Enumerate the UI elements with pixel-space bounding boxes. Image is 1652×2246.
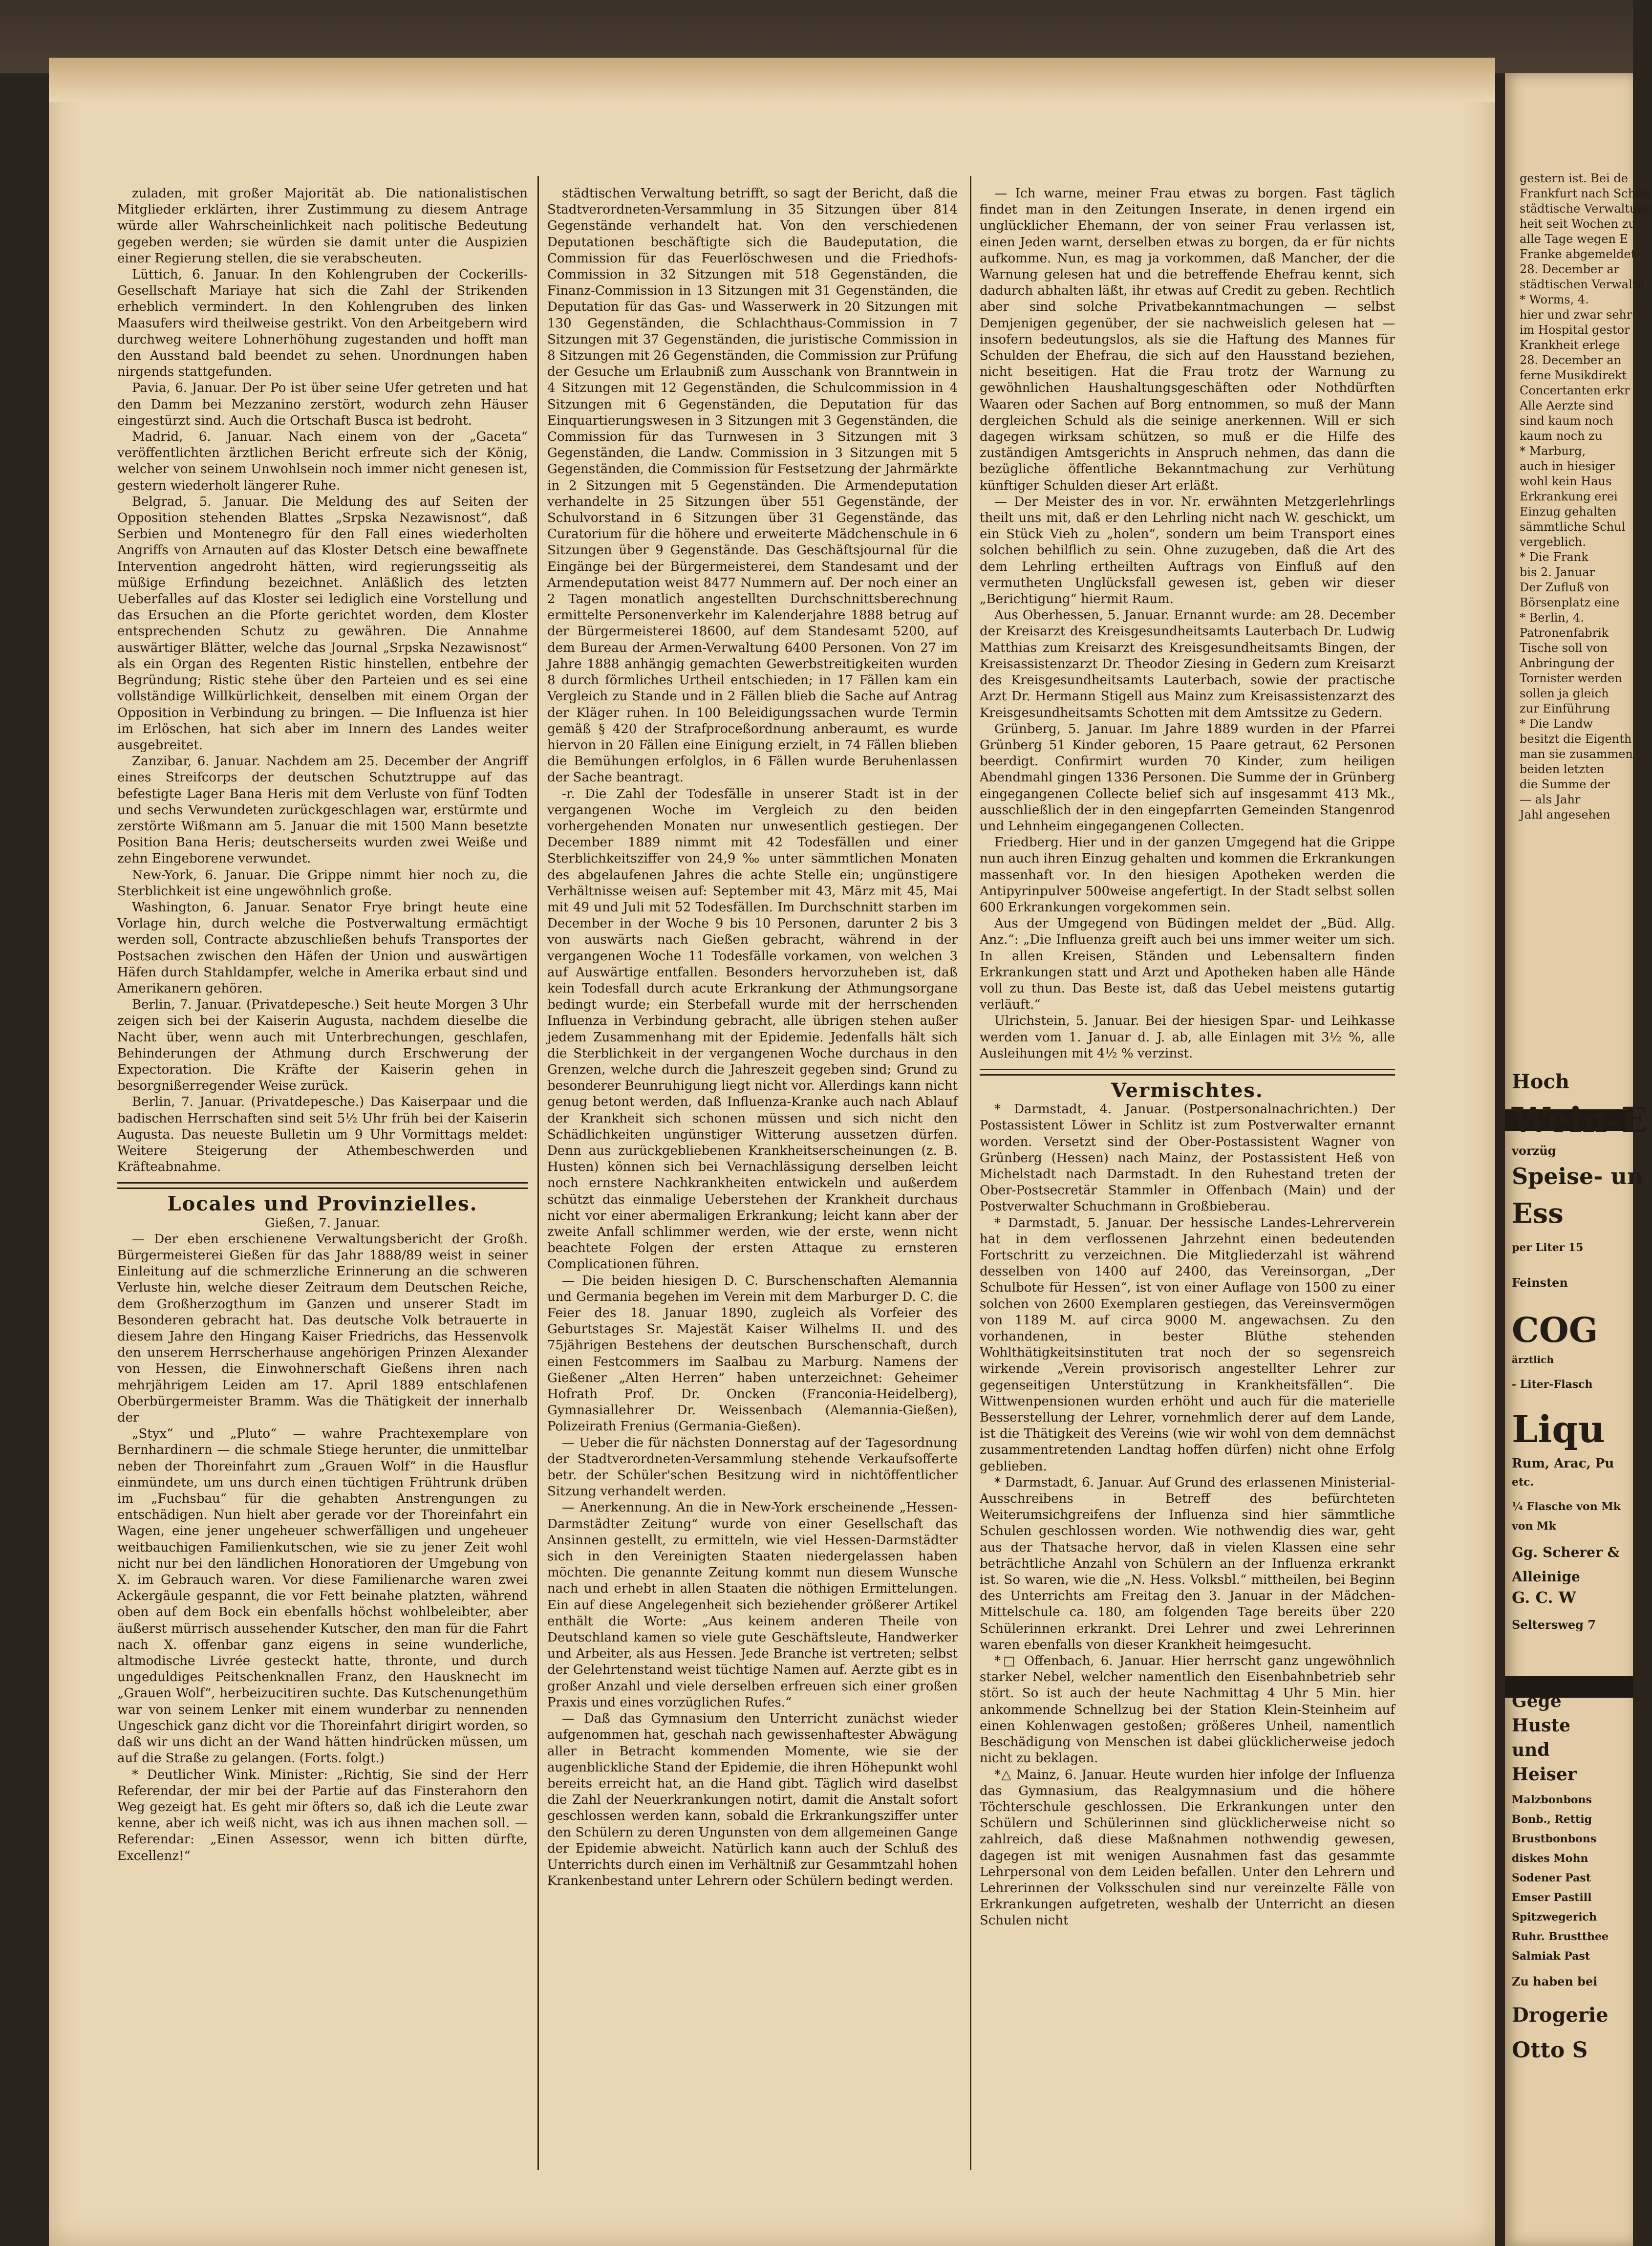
fragment-line: gestern ist. Bei de bbox=[1520, 172, 1628, 185]
fragment-line: sollen ja gleich bbox=[1520, 687, 1609, 700]
ad-line: ärztlich bbox=[1512, 1354, 1554, 1365]
article-paragraph: * Darmstadt, 6. Januar. Auf Grund des erlassenen Ministerial-Ausschreibens in Betreff des befürchteten Weiterumsichgreifens der Influenza sind hier sämmtliche Schulen geschlossen worden. Wie nothwendig dies war, geht aus der Thatsache hervor, daß in vielen Klassen eine sehr beträchtliche Anzahl von Schülern an der Influenza erkrankt ist. So waren, wie die „N. Hess. Volksbl.“ mittheilen, bei Beginn des Unterrichts am Freitag den 3. Januar in der Mädchen-Mittelschule ca. 180, am folgenden Tage bereits über 220 Schülerinnen erkrankt. Drei Lehrer und zwei Lehrerinnen waren ebenfalls von dieser Krankheit heimgesucht. bbox=[980, 1475, 1395, 1652]
fragment-line: besitzt die Eigenth bbox=[1520, 732, 1632, 746]
fragment-line: Börsenplatz eine bbox=[1520, 596, 1620, 609]
fragment-line: beiden letzten bbox=[1520, 762, 1605, 776]
fragment-line: Tische soll von bbox=[1520, 641, 1608, 655]
ad-line: und bbox=[1512, 1740, 1550, 1760]
article-paragraph: — Der eben erschienene Verwaltungsbericht der Großh. Bürgermeisterei Gießen für das Jahr 1888/89 weist in seiner Einleitung auf die schmerzliche Erinnerung an die schweren Verluste hin, welche dieser Zeitraum dem Deutschen Reiche, dem Großherzogthum im Ganzen und unserer Stadt im Besonderen gebracht hat. Das deutsche Volk betrauerte in diesem Jahre den Hingang Kaiser Friedrichs, das Hessenvolk den unserem Herrscherhause angehörigen Prinzen Alexander von Hessen, die Einwohnerschaft Gießens ihren nach mehrjährigem Leiden am 17. April 1889 entschlafenen Oberbürgermeister Bramm. Was die Thätigkeit der innerhalb der bbox=[117, 1231, 528, 1425]
section-divider bbox=[117, 1182, 528, 1189]
article-paragraph: — Daß das Gymnasium den Unterricht zunächst wieder aufgenommen hat, geschah nach gewissenhaftester Abwägung aller in Betracht kommenden Momente, wie sie der augenblickliche Stand der Epidemie, die ihren Höhepunkt wohl bereits erreicht hat, an die Hand gibt. Täglich wird daselbst die Zahl der Neuerkrankungen notirt, damit die Anstalt sofort geschlossen werden kann, sobald die Erkrankungsziffer unter den Schülern zu deren Ungunsten von dem allgemeinen Gange der Epidemie abweicht. Natürlich kann auch der Schluß des Unterrichts durch einen im Verhältniß zur Gesammtzahl hohen Krankenbestand unter Lehrern oder Schülern bedingt werden. bbox=[547, 1711, 958, 1889]
column-3 bbox=[980, 186, 1395, 2165]
fragment-line: kaum noch zu bbox=[1520, 429, 1603, 443]
fragment-line: heit seit Wochen zu bbox=[1520, 217, 1636, 231]
fragment-line: die Summe der bbox=[1520, 777, 1610, 791]
fragment-line: Erkrankung erei bbox=[1520, 490, 1618, 503]
fragment-line: Anbringung der bbox=[1520, 656, 1614, 670]
article-paragraph: Zanzibar, 6. Januar. Nachdem am 25. December der Angriff eines Streifcorps der deutschen Schutztruppe auf das befestigte Lager Bana Heris mit dem Verluste von fünf Todten und sechs Verwundeten zurückgeschlagen war, erstürmte und zerstörte Wißmann am 5. Januar die mit 1500 Mann besetzte Position Bana Heris; deutscherseits wurden zwei Weiße und zehn Eingeborene verwundet. bbox=[117, 754, 528, 866]
article-paragraph: Friedberg. Hier und in der ganzen Umgegend hat die Grippe nun auch ihren Einzug gehalten und kommen die Erkrankungen massenhaft vor. In den hiesigen Apotheken werden die Antipyrinpulver 500weise angefertigt. In der Stadt selbst sollen 600 Erkrankungen vorgekommen sein. bbox=[980, 835, 1395, 915]
ad-line: Spitzwegerich bbox=[1512, 1911, 1597, 1923]
ad-line: Heiser bbox=[1512, 1764, 1577, 1785]
ad-line: per Liter 15 bbox=[1512, 1241, 1584, 1254]
fragment-line: — als Jahr bbox=[1520, 793, 1581, 806]
section-title-misc: Vermischtes. bbox=[1111, 1079, 1264, 1102]
fragment-line: hier und zwar sehr bbox=[1520, 308, 1632, 322]
ad-line: Liqu bbox=[1512, 1407, 1605, 1451]
ad-line: Salmiak Past bbox=[1512, 1950, 1590, 1963]
fragment-line: städtische Verwaltung bbox=[1520, 202, 1652, 216]
article-paragraph: * Darmstadt, 5. Januar. Der hessische Landes-Lehrerverein hat in dem verflossenen Jahrzehnt einen bedeutenden Fortschritt zu verzeichnen. Die Mitgliederzahl ist während desselben von 1400 auf 2400, das Vereinsorgan, „Der Schulbote für Hessen“, ist von einer Auflage von 1500 zu einer solchen von 2600 Exemplaren gestiegen, das Vereinsvermögen von 1189 M. auf circa 9000 M. angewachsen. Zu den vorhandenen, in bester Blüthe stehenden Wohlthätigkeitsinstituten trat noch der so segensreich wirkende „Verein provisorisch angestellter Lehrer zur gegenseitigen Unterstützung in Krankheitsfällen“. Die Wittwenpensionen wurden erhöht und auch für die materielle Besserstellung der Lehrer, vornehmlich derer auf dem Lande, ist die Thätigkeit des Vereins (wie wir wohl von dem demnächst zusammentretenden Landtag hoffen dürfen) nicht ohne Erfolg geblieben. bbox=[980, 1215, 1395, 1474]
fragment-line: Franke abgemeldet bbox=[1520, 247, 1636, 261]
article-paragraph: — Anerkennung. An die in New-York erscheinende „Hessen-Darmstädter Zeitung“ wurde von einer Gesellschaft das Ansinnen gestellt, zu ermitteln, wie viel Hessen-Darmstädter sich in den Vereinigten Staaten niedergelassen haben möchten. Die genannte Zeitung kommt nun diesem Wunsche nach und erhebt in allen Staaten die nöthigen Ermittelungen. Ein auf diese Angelegenheit sich beziehender größerer Artikel enthält die Worte: „Aus keinem anderen Theile von Deutschland kamen so viele gute Geschäftsleute, Handwerker und Arbeiter, als aus Hessen. Jede Branche ist vertreten; selbst der Gelehrtenstand weist tüchtige Namen auf. Aerzte gibt es in großer Anzahl und viele derselben erfreuen sich einer großen Praxis und eines vorzüglichen Rufes.“ bbox=[547, 1500, 958, 1710]
ad-line: Feinsten bbox=[1512, 1275, 1568, 1290]
column-2 bbox=[547, 186, 958, 2165]
article-paragraph: — Die beiden hiesigen D. C. Burschenschaften Alemannia und Germania begehen im Verein mit dem Marburger D. C. die Feier des 18. Januar 1890, zugleich als Vorfeier des Geburtstages Sr. Majestät Kaiser Wilhelms II. und des 75jährigen Bestehens der deutschen Burschenschaft, durch einen Festcommers im Saalbau zu Marburg. Namens der Gießener „Alten Herren“ haben unterzeichnet: Geheimer Hofrath Prof. Dr. Oncken (Franconia-Heidelberg), Gymnasiallehrer Dr. Weissenbach (Alemannia-Gießen), Polizeirath Frenius (Germania-Gießen). bbox=[547, 1273, 958, 1434]
article-paragraph: „Styx“ und „Pluto“ — wahre Prachtexemplare von Bernhardinern — die schmale Stiege herunter, die unmittelbar neben der Thoreinfahrt zum „Grauen Wolf“ in die Hausflur einmündete, um uns durch einen tüchtigen Frühtrunk drüben im „Fuchsbau“ für die gehabten Anstrengungen zu entschädigen. Nun hielt aber gerade vor der Thoreinfahrt ein Wagen, eine jener ungeheuer schwerfälligen und ungeheuer weitbauchigen Familienkutschen, wie sie zu jener Zeit wohl nicht nur bei den ländlichen Honoratioren der Umgebung von X. im Gebrauch waren. Vor diese Familienarche waren zwei Ackergäule gespannt, die vor Fett beinahe platzten, während oben auf dem Bock ein ebenfalls höchst wohlbeleibter, aber äußerst mürrisch aussehender Kutscher, den man für die Fahrt nach X. offenbar ganz eigens in seine wunderliche, altmodische Livrée gesteckt hatte, thronte, und durch ungeduldiges Peitschenknallen Franz, den Hausknecht im „Grauen Wolf“, herbeizucitiren suchte. Das Kutschenungethüm war von seinem Lenker mit einem wunderbar zu nennenden Ungeschick ganz dicht vor die Thoreinfahrt dirigirt worden, so daß wir uns dicht an der Wand hätten hindrücken müssen, um auf die Straße zu gelangen. (Forts. folgt.) bbox=[117, 1426, 528, 1766]
ad-line: Gg. Scherer & bbox=[1512, 1544, 1620, 1560]
ad-line: Hoch bbox=[1512, 1070, 1569, 1093]
ad-line: ¼ Flasche von Mk bbox=[1512, 1500, 1621, 1513]
fragment-line: Der Zufluß von bbox=[1520, 581, 1609, 594]
article-paragraph: — Der Meister des in vor. Nr. erwähnten Metzgerlehrlings theilt uns mit, daß er den Lehrling nicht nach W. geschickt, um ein Stück Vieh zu „holen“, sondern um beim Transport eines solchen behilflich zu sein. Ohne zuzugeben, daß die Art des dem Lehrling ertheilten Auftrags von Einfluß auf den vermutheten Unglücksfall gewesen ist, geben wir dieser „Berichtigung“ hiermit Raum. bbox=[980, 494, 1395, 607]
ad-line: Speise- un bbox=[1512, 1163, 1644, 1189]
fragment-line: Concertanten erkr bbox=[1520, 384, 1630, 397]
column-rule bbox=[537, 176, 539, 2170]
fragment-line: Tornister werden bbox=[1520, 671, 1622, 685]
fragment-line: 28. December an bbox=[1520, 353, 1622, 367]
ad-line: Seltersweg 7 bbox=[1512, 1618, 1596, 1632]
ad-line: Wein-E bbox=[1512, 1100, 1648, 1140]
fragment-line: Frankfurt nach Schön bbox=[1520, 187, 1651, 200]
article-paragraph: Pavia, 6. Januar. Der Po ist über seine Ufer getreten und hat den Damm bei Mezzanino zerstört, wodurch zehn Häuser eingestürzt sind. Auch die Ortschaft Busca ist bedroht. bbox=[117, 381, 528, 428]
fragment-line: im Hospital gestor bbox=[1520, 323, 1630, 337]
article-paragraph: — Ich warne, meiner Frau etwas zu borgen. Fast täglich findet man in den Zeitungen Inserate, in denen irgend ein unglücklicher Ehemann, der von seiner Frau verlassen ist, einen Jeden warnt, derselben etwas zu borgen, da er für nichts aufkomme. Nun, es mag ja vorkommen, daß Mancher, der die Warnung gelesen hat und die betreffende Ehefrau kennt, sich dadurch abhalten läßt, ihr etwas auf Credit zu geben. Rechtlich aber sind solche Privatbekanntmachungen — selbst Demjenigen gegenüber, der sie nachweislich gelesen hat — insofern bedeutungslos, als sie die Haftung des Mannes für Schulden der Ehefrau, die sich auf den Hausstand beziehen, nicht beseitigen. Hat die Frau trotz der Warnung zu gewöhnlichen Haushaltungsgeschäften oder Nothdürften Waaren oder Sachen auf Borg entnommen, so muß der Mann dergleichen Schuld als die seinige anerkennen. Will er sich dagegen wirksam schützen, so muß er die Hilfe des zuständigen Amtsgerichts in Anspruch nehmen, das dann die bezügliche öffentliche Bekanntmachung zur Verhütung künftiger Schulden dieser Art erläßt. bbox=[980, 186, 1395, 493]
ad-line: Rum, Arac, Pu bbox=[1512, 1456, 1614, 1471]
fragment-line: * Die Landw bbox=[1520, 717, 1593, 731]
column-1 bbox=[117, 186, 528, 2165]
ad-line: Ruhr. Brustthee bbox=[1512, 1930, 1609, 1943]
article-paragraph: — Ueber die für nächsten Donnerstag auf der Tagesordnung der Stadtverordneten-Versammlung stehende Verkaufsofferte betr. der Schüler'schen Besitzung wird in nichtöffentlicher Sitzung verhandelt werden. bbox=[547, 1435, 958, 1499]
ad-line: Gege bbox=[1512, 1691, 1562, 1711]
ad-line: Huste bbox=[1512, 1715, 1570, 1736]
article-paragraph: Berlin, 7. Januar. (Privatdepesche.) Das Kaiserpaar und die badischen Herrschaften sind seit 5½ Uhr früh bei der Kaiserin Augusta. Das neueste Bulletin um 9 Uhr Vormittags meldet: Weitere Steigerung der Athembeschwerden und Kräfteabnahme. bbox=[117, 1095, 528, 1175]
article-paragraph: zuladen, mit großer Majorität ab. Die nationalistischen Mitglieder erklärten, ihrer Zustimmung zu diesem Antrage würde aller Wahrscheinlichkeit nach politische Bedeutung gegeben werden; sie würden sie damit unter die Auspizien einer Regierung stellen, die sie verabscheuten. bbox=[117, 186, 528, 266]
fragment-line: städtischen Verwaltu bbox=[1520, 278, 1645, 291]
article-paragraph: Lüttich, 6. Januar. In den Kohlengruben der Cockerills-Gesellschaft Mariaye hat sich die Zahl der Strikenden erheblich vermindert. In den Kohlengruben des linken Maasufers wird theilweise gestrikt. Von den Arbeitgebern wird durchweg weitere Lohnerhöhung zugestanden und hofft man den Ausstand bald beendet zu sehen. Unordnungen haben nirgends stattgefunden. bbox=[117, 267, 528, 380]
ad-line: Alleinige bbox=[1512, 1569, 1580, 1585]
fragment-line: * Berlin, 4. bbox=[1520, 611, 1584, 625]
article-paragraph: Washington, 6. Januar. Senator Frye bringt heute eine Vorlage hin, durch welche die Postverwaltung ermächtigt werden soll, Contracte abzuschließen behufs Transportes der Postsachen zwischen den Häfen der Union und auswärtigen Häfen durch Stahldampfer, welche in Amerika erbaut sind und Amerikanern gehören. bbox=[117, 900, 528, 996]
article-paragraph: Aus Oberhessen, 5. Januar. Ernannt wurde: am 28. December der Kreisarzt des Kreisgesundheitsamts Lauterbach Dr. Ludwig Matthias zum Kreisarzt des Kreisgesundheitsamts Bingen, der Kreisassistenzarzt Dr. Theodor Ziesing in Gedern zum Kreisarzt des Kreisgesundheitsamts Lauterbach, sowie der practische Arzt Dr. Hermann Stigell aus Mainz zum Kreisassistenzarzt des Kreisgesundheitsamts Schotten mit dem Amtssitze zu Gedern. bbox=[980, 608, 1395, 720]
fragment-line: bis 2. Januar bbox=[1520, 565, 1595, 579]
ad-line: von Mk bbox=[1512, 1520, 1556, 1533]
adjacent-page-fragment bbox=[1505, 73, 1652, 2246]
fragment-text bbox=[1520, 171, 1652, 822]
article-paragraph: Madrid, 6. Januar. Nach einem von der „Gaceta“ veröffentlichten ärztlichen Bericht erfreute sich der König, welcher von seinem Unwohlsein noch immer nicht genesen ist, gestern wiederholt längerer Ruhe. bbox=[117, 430, 528, 493]
ad-line: Brustbonbons bbox=[1512, 1833, 1597, 1845]
fragment-line: sämmtliche Schul bbox=[1520, 520, 1626, 534]
article-paragraph: Ulrichstein, 5. Januar. Bei der hiesigen Spar- und Leihkasse werden vom 1. Januar d. J. ab, alle Einlagen mit 3½ %, alle Ausleihungen mit 4½ % verzinst. bbox=[980, 1014, 1395, 1061]
ad-line: Emser Pastill bbox=[1512, 1891, 1592, 1904]
ad-line: Sodener Past bbox=[1512, 1872, 1591, 1884]
ad-line: Bonb., Rettig bbox=[1512, 1813, 1592, 1826]
ad-line: Zu haben bei bbox=[1512, 1974, 1598, 1988]
article-paragraph: New-York, 6. Januar. Die Grippe nimmt hier noch zu, die Sterblichkeit ist eine ungewöhnlich große. bbox=[117, 867, 528, 899]
fragment-line: alle Tage wegen E bbox=[1520, 232, 1629, 246]
fragment-line: Einzug gehalten bbox=[1520, 505, 1617, 518]
article-paragraph: Aus der Umgegend von Büdingen meldet der „Büd. Allg. Anz.“: „Die Influenza greift auch bei uns immer weiter um sich. In allen Kreisen, Ständen und Lebensaltern finden Erkrankungen statt und Arzt und Apotheken haben alle Hände voll zu thun. Das Beste ist, daß das Uebel meistens gutartig verläuft.“ bbox=[980, 916, 1395, 1013]
article-paragraph: *△ Mainz, 6. Januar. Heute wurden hier infolge der Influenza das Gymnasium, das Realgymnasium und die höhere Töchterschule geschlossen. Die Erkrankungen unter den Schülern und Schülerinnen sind glücklicherweise nicht so zahlreich, daß diese Maßnahmen nothwendig gewesen, dagegen ist mit wenigen Ausnahmen fast das gesammte Lehrpersonal von dem Leiden befallen. Unter den Lehrern und Lehrerinnen der Volksschulen sind nur vereinzelte Fälle von Erkrankungen aufgetreten, weshalb der Unterricht an diesen Schulen nicht bbox=[980, 1767, 1395, 1928]
article-paragraph: Berlin, 7. Januar. (Privatdepesche.) Seit heute Morgen 3 Uhr zeigen sich bei der Kaiserin Augusta, nachdem dieselbe die Nacht über, wenn auch mit Unterbrechungen, geschlafen, Behinderungen der Athmung durch Erschwerung der Expectoration. Die Kräfte der Kaiserin gehen in besorgnißerregender Weise zurück. bbox=[117, 997, 528, 1094]
ad-line: Ess bbox=[1512, 1197, 1564, 1230]
fragment-line: man sie zusammen bbox=[1520, 747, 1633, 761]
fragment-line: ferne Musikdirekt bbox=[1520, 368, 1627, 382]
fragment-line: * Marburg, bbox=[1520, 444, 1586, 458]
fragment-line: auch in hiesiger bbox=[1520, 459, 1615, 473]
fragment-line: Krankheit erlege bbox=[1520, 338, 1620, 352]
fragment-line: * Die Frank bbox=[1520, 550, 1588, 564]
article-paragraph: -r. Die Zahl der Todesfälle in unserer Stadt ist in der vergangenen Woche im Vergleich zu den beiden vorhergehenden Monaten nur unwesentlich gestiegen. Der December 1889 nimmt mit 42 Todesfällen und einer Sterblichkeitsziffer von 24,9 ‰ unter sämmtlichen Monaten des abgelaufenen Jahres die achte Stelle ein; ungünstigere Verhältnisse weisen auf: September mit 43, März mit 45, Mai mit 49 und Juli mit 52 Todesfällen. Im Durchschnitt starben im December in der Woche 9 bis 10 Personen, darunter 2 bis 3 von auswärts nach Gießen gebracht, während in der vergangenen Woche 11 Todesfälle vorkamen, von welchen 3 auf Auswärtige entfallen. Besonders hervorzuheben ist, daß kein Todesfall durch acute Erkrankung der Athmungsorgane bedingt wurde; ein Sterbefall wurde mit der herrschenden Influenza in Verbindung gebracht, alle übrigen stehen außer jedem Zusammenhang mit der Epidemie. Jedenfalls hält sich die Sterblichkeit in der vergangenen Woche durchaus in den Grenzen, welche durch die Jahreszeit gegeben sind; Grund zu besonderer Beunruhigung liegt nicht vor. Allerdings kann nicht genug betont werden, daß Influenza-Kranke auch nach Ablauf der Krankheit sich schonen müssen und sich nicht den Schädlichkeiten ungünstiger Witterung aussetzen dürfen. Denn aus zurückgebliebenen Krankheitserscheinungen (z. B. Husten) können sich bei Vernachlässigung derselben leicht noch ernstere Nachkrankheiten entwickeln und außerdem schützt das einmalige Ueberstehen der Krankheit durchaus nicht vor einer abermaligen Erkrankung; leicht kann aber der zweite Anfall schlimmer werden, wie der erste, wenn nicht beachtete Folgen der ersten Attaque zu ernsteren Complicationen führen. bbox=[547, 786, 958, 1272]
ad-line: Drogerie bbox=[1512, 2004, 1609, 2027]
fragment-line: Jahl angesehen bbox=[1520, 808, 1610, 821]
ad-line: diskes Mohn bbox=[1512, 1852, 1588, 1865]
ad-line: COG bbox=[1512, 1310, 1598, 1350]
fragment-line: * Worms, 4. bbox=[1520, 293, 1589, 306]
ad-line: G. C. W bbox=[1512, 1588, 1576, 1607]
fragment-line: wohl kein Haus bbox=[1520, 475, 1612, 488]
column-rule bbox=[970, 176, 971, 2170]
dateline: Gießen, 7. Januar. bbox=[264, 1215, 381, 1231]
fragment-line: zur Einführung bbox=[1520, 702, 1610, 715]
ad-line: etc. bbox=[1512, 1476, 1534, 1489]
fragment-line: 28. December ar bbox=[1520, 262, 1620, 276]
article-paragraph: städtischen Verwaltung betrifft, so sagt der Bericht, daß die Stadtverordneten-Versammlung in 35 Sitzungen über 814 Gegenstände verhandelt hat. Von den verschiedenen Deputationen beschäftigte sich die Baudeputation, die Commission für das Feuerlöschwesen und die Friedhofs-Commission in 32 Sitzungen mit 518 Gegenständen, die Finanz-Commission in 13 Sitzungen mit 31 Gegenständen, die Deputation für das Gas- und Wasserwerk in 20 Sitzungen mit 130 Gegenständen, die Schlachthaus-Commission in 7 Sitzungen mit 37 Gegenständen, die juristische Commission in 8 Sitzungen mit 26 Gegenständen, die Commission zur Prüfung der Gesuche um Erlaubniß zum Ausschank von Branntwein in 4 Sitzungen mit 12 Gegenständen, die Schulcommission in 4 Sitzungen mit 6 Gegenständen, die Deputation für das Einquartierungswesen in 3 Sitzungen mit 3 Gegenständen, die Commission für das Turnwesen in 3 Sitzungen mit 3 Gegenständen, die Landw. Commission in 3 Sitzungen mit 5 Gegenständen, die Commission für Festsetzung der Jahrmärkte in 2 Sitzungen mit 5 Gegenständen. Die Armendeputation verhandelte in 25 Sitzungen über 551 Gegenstände, der Schulvorstand in 6 Sitzungen über 31 Gegenstände, das Curatorium für die höhere und erweiterte Mädchenschule in 6 Sitzungen über 9 Gegenstände. Das Geschäftsjournal für die Eingänge bei der Bürgermeisterei, dem Standesamt und der Armendeputation weist 8477 Nummern auf. Der noch einer an 2 Tagen monatlich angestellten Durchschnittsberechnung ermittelte Personenverkehr im Kalenderjahre 1888 betrug auf der Bürgermeisterei 18600, auf dem Standesamt 5200, auf dem Bureau der Armen-Verwaltung 6400 Personen. Von 27 im Jahre 1888 anhängig gemachten Gewerbstreitigkeiten wurden 8 durch förmliches Urtheil entschieden; in 17 Fällen kam ein Vergleich zu Stande und in 2 Fällen blieb die Sache auf Antrag der Kläger ruhen. In 100 Beleidigungssachen wurde Termin gemäß § 420 der Strafproceßordnung anberaumt, es wurde hiervon in 20 Fällen eine Einigung erzielt, in 74 Fällen blieben die Bemühungen erfolglos, in 6 Fällen wurde Beruhenlassen der Sache beantragt. bbox=[547, 186, 958, 785]
article-paragraph: * Darmstadt, 4. Januar. (Postpersonalnachrichten.) Der Postassistent Löwer in Schlitz ist zum Postverwalter ernannt worden. Versetzt sind der Ober-Postassistent Wagner von Grünberg (Hessen) nach Mainz, der Postassistent Heß von Michelstadt nach Darmstadt. In den Ruhestand treten der Ober-Postsecretär Stammler in Offenbach (Main) und der Postverwalter Schuchmann in Großbieberau. bbox=[980, 1102, 1395, 1214]
ad-line: Otto S bbox=[1512, 2038, 1588, 2063]
article-paragraph: *□ Offenbach, 6. Januar. Hier herrscht ganz ungewöhnlich starker Nebel, welcher namentlich den Eisenbahnbetrieb sehr stört. So ist auch der heute Nachmittag 4 Uhr 5 Min. hier ankommende Schnellzug bei der Station Klein-Steinheim auf einen Kohlenwagen gestoßen; größeres Unheil, namentlich Beschädigung von Menschen ist dabei glücklicherweise jedoch nicht zu beklagen. bbox=[980, 1654, 1395, 1766]
fragment-line: Alle Aerzte sind bbox=[1520, 399, 1614, 412]
article-paragraph: Grünberg, 5. Januar. Im Jahre 1889 wurden in der Pfarrei Grünberg 51 Kinder geboren, 15 Paare getraut, 62 Personen beerdigt. Confirmirt wurden 70 Kinder, zum heiligen Abendmahl gingen 1336 Personen. Die Summe der in Grünberg eingegangenen Collecte belief sich auf insgesammt 413 Mk., ausschließlich der in den eingepfarrten Gemeinden Stangenrod und Lehnheim eingegangenen Collecten. bbox=[980, 721, 1395, 834]
fragment-line: sind kaum noch bbox=[1520, 414, 1613, 428]
section-title-local: Locales und Provinzielles. bbox=[167, 1192, 478, 1216]
article-paragraph: Belgrad, 5. Januar. Die Meldung des auf Seiten der Opposition stehenden Blattes „Srpska Nezawisnost“, daß Serbien und Montenegro für den Fall eines wiederholten Angriffs von Arnauten auf das Kloster Detsch eine bewaffnete Intervention angedroht hätten, wird regierungsseitig als müßige Erfindung bezeichnet. Anläßlich des letzten Ueberfalles auf das Kloster sei lediglich eine Vorstellung und das Ersuchen an die Pforte gerichtet worden, dem Kloster entsprechenden Schutz zu gewähren. Die Annahme auswärtiger Blätter, welche das Journal „Srpska Nezawisnost“ als ein Organ des Regenten Ristic hinstellen, entbehre der Begründung; Ristic stehe über den Parteien und es sei eine vollständige Willkürlichkeit, denselben mit einem Organ der Opposition in Verbindung zu bringen. — Die Influenza ist hier im Erlöschen, hat sich aber im Innern des Landes weiter ausgebreitet. bbox=[117, 494, 528, 753]
article-paragraph: * Deutlicher Wink. Minister: „Richtig, Sie sind der Herr Referendar, der mir bei der Partie auf das Finsterahorn den Weg gezeigt hat. Es geht mir öfters so, daß ich die Leute zwar kenne, aber ich weiß nicht, was ich aus ihnen machen soll. — Referendar: „Einen Assessor, wenn ich bitten dürfte, Excellenz!“ bbox=[117, 1767, 528, 1863]
ad-line: - Liter-Flasch bbox=[1512, 1378, 1593, 1391]
ad-line: vorzüg bbox=[1512, 1144, 1556, 1158]
fragment-line: Patronenfabrik bbox=[1520, 626, 1609, 640]
section-divider bbox=[980, 1069, 1395, 1076]
fragment-line: vergeblich. bbox=[1520, 535, 1587, 549]
ad-line: Malzbonbons bbox=[1512, 1793, 1592, 1806]
